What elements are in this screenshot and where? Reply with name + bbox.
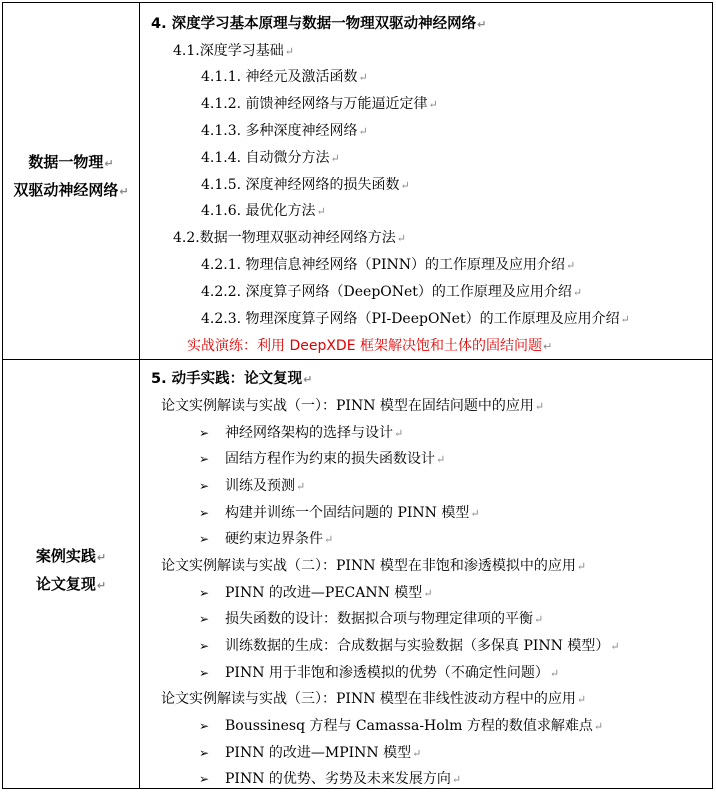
subsection-4-1: 4.1.深度学习基础↵ [173,43,294,59]
bullet-item: ➢ PINN 的改进—MPINN 模型↵ [199,745,422,761]
bullet-item: ➢ PINN 的优势、劣势及未来发展方向↵ [199,771,462,787]
list-item: 4.1.2. 前馈神经网络与万能逼近定律↵ [201,96,438,112]
section2-left-cell [3,543,139,599]
arrow-bullet-icon: ➢ [199,586,210,600]
arrow-bullet-icon: ➢ [199,506,210,520]
section2-left-line1: 案例实践↵ [35,547,107,565]
section1-heading: 4. 深度学习基本原理与数据一物理双驱动神经网络↵ [151,16,487,32]
arrow-bullet-icon: ➢ [199,426,210,440]
bullet-item: ➢ 构建并训练一个固结问题的 PINN 模型↵ [199,505,480,521]
arrow-bullet-icon: ➢ [199,719,210,733]
practice-exercise: 实战演练：利用 DeepXDE 框架解决饱和土体的固结问题↵ [187,338,553,354]
outline-table [2,2,713,789]
list-item: 4.1.4. 自动微分方法↵ [201,150,340,166]
list-item: 4.2.2. 深度算子网络（DeepONet）的工作原理及应用介绍↵ [201,284,583,300]
list-item: 4.1.5. 深度神经网络的损失函数↵ [201,177,410,193]
list-item: 4.1.1. 神经元及激活函数↵ [201,69,368,85]
arrow-bullet-icon: ➢ [199,479,210,493]
list-item: 4.1.6. 最优化方法↵ [201,203,326,219]
bullet-item: ➢ 训练数据的生成：合成数据与实验数据（多保真 PINN 模型）↵ [199,638,620,654]
case-title: 论文实例解读与实战（三）：PINN 模型在非线性波动方程中的应用↵ [161,691,587,707]
arrow-bullet-icon: ➢ [199,452,210,466]
bullet-item: ➢ 固结方程作为约束的损失函数设计↵ [199,451,446,467]
list-item: 4.2.1. 物理信息神经网络（PINN）的工作原理及应用介绍↵ [201,257,576,273]
section1-left-line1: 数据一物理↵ [28,153,114,171]
column-divider [139,3,140,788]
arrow-bullet-icon: ➢ [199,532,210,546]
section1-left-cell [3,149,139,205]
bullet-item: ➢ 神经网络架构的选择与设计↵ [199,425,404,441]
arrow-bullet-icon: ➢ [199,746,210,760]
arrow-bullet-icon: ➢ [199,772,210,786]
row-divider [3,359,712,360]
list-item: 4.1.3. 多种深度神经网络↵ [201,123,368,139]
bullet-item: ➢ 损失函数的设计：数据拟合项与物理定律项的平衡↵ [199,611,544,627]
bullet-item: ➢ PINN 用于非饱和渗透模拟的优势（不确定性问题）↵ [199,665,560,681]
bullet-item: ➢ PINN 的改进—PECANN 模型↵ [199,585,433,601]
section1-left-line2: 双驱动神经网络↵ [13,181,129,199]
list-item: 4.2.3. 物理深度算子网络（PI-DeepONet）的工作原理及应用介绍↵ [201,311,630,327]
bullet-item: ➢ 硬约束边界条件↵ [199,531,334,547]
section2-left-line2: 论文复现↵ [35,575,107,593]
arrow-bullet-icon: ➢ [199,612,210,626]
subsection-4-2: 4.2.数据一物理双驱动神经网络方法↵ [173,230,406,246]
bullet-item: ➢ Boussinesq 方程与 Camassa-Holm 方程的数值求解难点↵ [199,718,604,734]
section2-heading: 5. 动手实践：论文复现↵ [151,371,313,387]
case-title: 论文实例解读与实战（一）：PINN 模型在固结问题中的应用↵ [161,398,545,414]
case-title: 论文实例解读与实战（二）：PINN 模型在非饱和渗透模拟中的应用↵ [161,558,587,574]
arrow-bullet-icon: ➢ [199,666,210,680]
arrow-bullet-icon: ➢ [199,639,210,653]
bullet-item: ➢ 训练及预测↵ [199,478,306,494]
